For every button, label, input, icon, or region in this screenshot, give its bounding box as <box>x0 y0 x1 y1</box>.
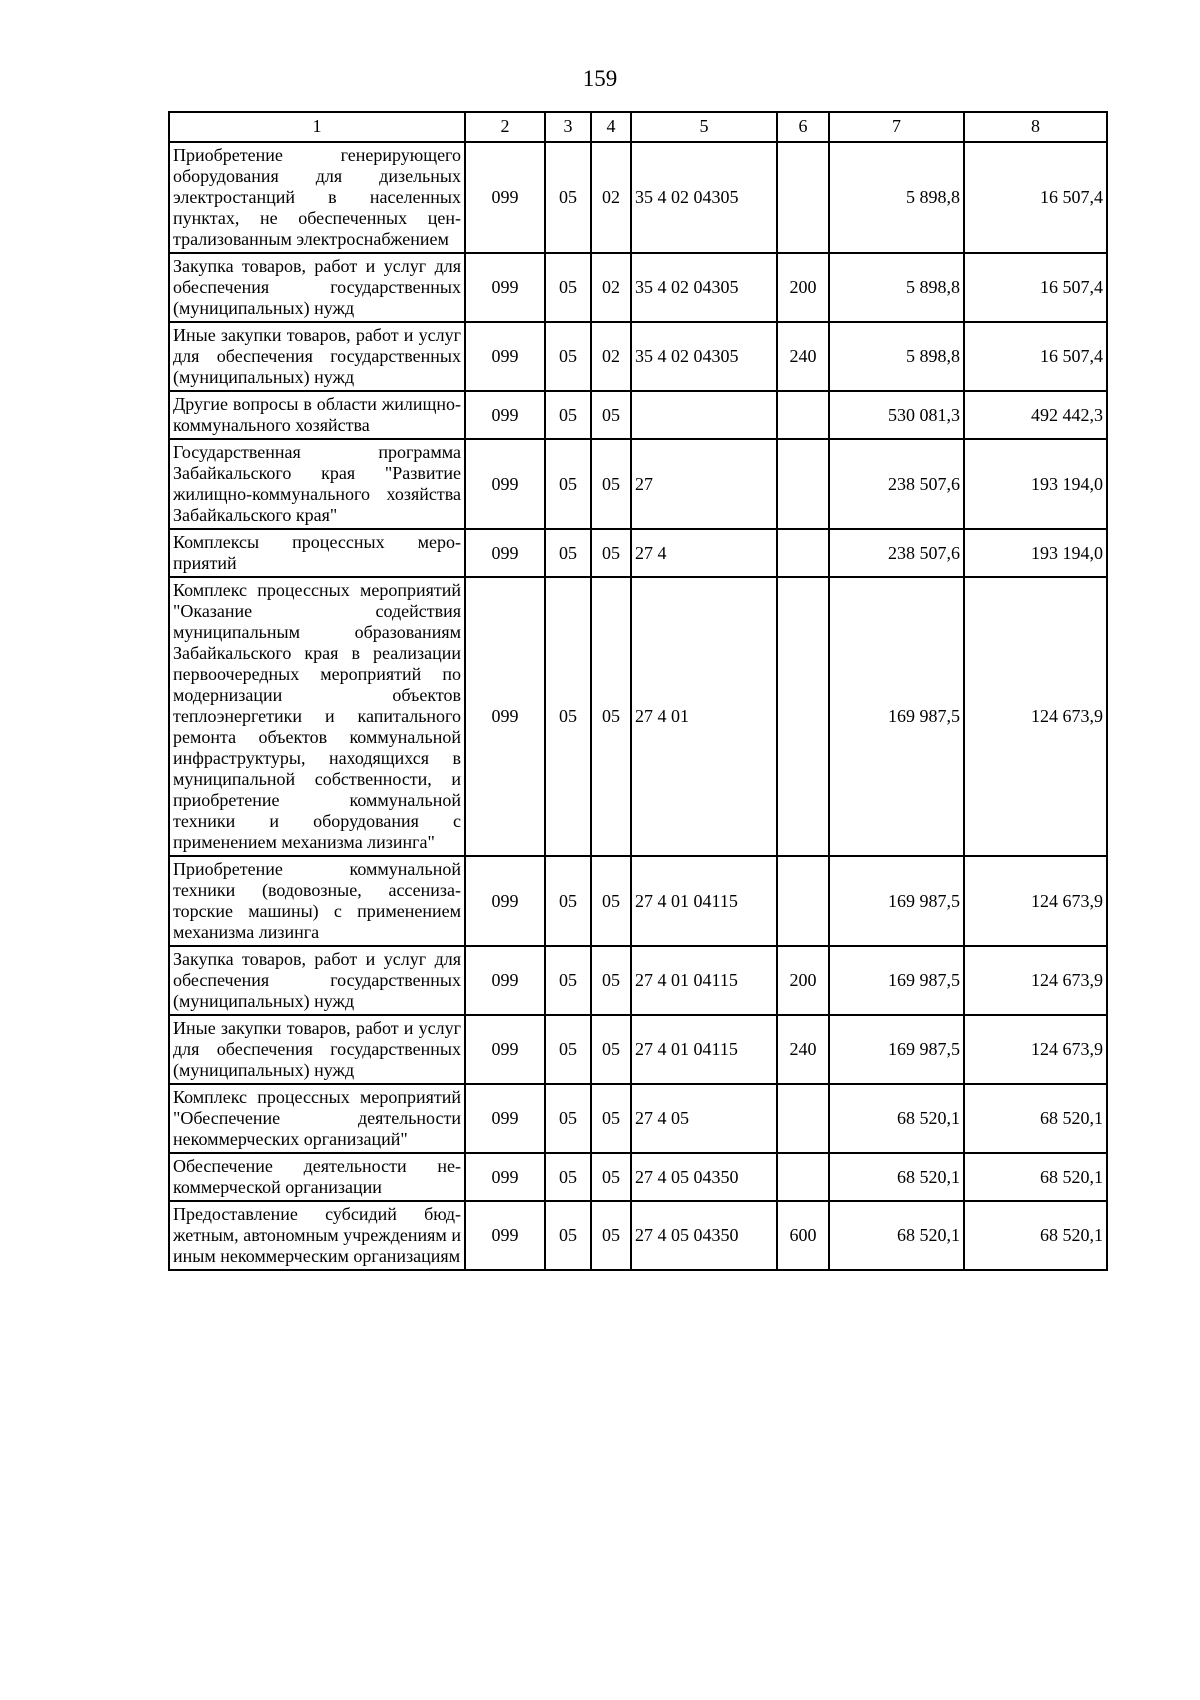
section-code-cell: 05 <box>545 439 591 529</box>
row-name-cell: Иные закупки товаров, работ и услуг для обеспечения государственных (муниципальных) нужд <box>169 322 465 391</box>
subsection-code-cell: 05 <box>591 439 631 529</box>
section-code-cell: 05 <box>545 1015 591 1084</box>
target-article-cell: 27 4 01 04115 <box>631 856 777 946</box>
header-cell: 5 <box>631 112 777 142</box>
section-code-cell: 05 <box>545 577 591 856</box>
amount-year1-cell: 68 520,1 <box>829 1084 964 1153</box>
amount-year1-cell: 238 507,6 <box>829 529 964 577</box>
amount-year1-cell: 169 987,5 <box>829 577 964 856</box>
subsection-code-cell: 02 <box>591 322 631 391</box>
subsection-code-cell: 05 <box>591 946 631 1015</box>
target-article-cell: 35 4 02 04305 <box>631 253 777 322</box>
ministry-code-cell: 099 <box>465 946 545 1015</box>
expense-type-cell <box>777 142 829 253</box>
table-row <box>169 439 1107 529</box>
subsection-code-cell: 05 <box>591 1084 631 1153</box>
table-row <box>169 856 1107 946</box>
amount-year2-cell: 193 194,0 <box>964 529 1107 577</box>
amount-year2-cell: 16 507,4 <box>964 253 1107 322</box>
section-code-cell: 05 <box>545 1153 591 1201</box>
table-row <box>169 142 1107 253</box>
header-cell: 2 <box>465 112 545 142</box>
target-article-cell: 27 4 05 <box>631 1084 777 1153</box>
section-code-cell: 05 <box>545 391 591 439</box>
row-name-cell: Закупка товаров, работ и услуг для обеспечения государственных (муниципальных) нужд <box>169 253 465 322</box>
row-name-cell: Приобретение генерирующего оборудования для дизельных электростанций в населенных пунктах, не обеспеченных централизованным электроснабжением <box>169 142 465 253</box>
header-cell: 1 <box>169 112 465 142</box>
row-name-cell: Другие вопросы в области жилищно-коммунального хозяйства <box>169 391 465 439</box>
target-article-cell: 27 4 <box>631 529 777 577</box>
target-article-cell: 27 <box>631 439 777 529</box>
header-cell: 6 <box>777 112 829 142</box>
ministry-code-cell: 099 <box>465 322 545 391</box>
amount-year1-cell: 169 987,5 <box>829 1015 964 1084</box>
expense-type-cell: 600 <box>777 1201 829 1270</box>
expense-type-cell <box>777 1153 829 1201</box>
table-row <box>169 391 1107 439</box>
row-name-cell: Предоставление субсидий бюджетным, автономным учреждениям и иным некоммерческим организациям <box>169 1201 465 1270</box>
ministry-code-cell: 099 <box>465 1153 545 1201</box>
amount-year1-cell: 169 987,5 <box>829 856 964 946</box>
expense-type-cell: 240 <box>777 322 829 391</box>
subsection-code-cell: 05 <box>591 1153 631 1201</box>
budget-table <box>168 111 1108 1271</box>
subsection-code-cell: 05 <box>591 856 631 946</box>
amount-year2-cell: 124 673,9 <box>964 1015 1107 1084</box>
ministry-code-cell: 099 <box>465 391 545 439</box>
amount-year2-cell: 16 507,4 <box>964 322 1107 391</box>
subsection-code-cell: 05 <box>591 577 631 856</box>
amount-year2-cell: 124 673,9 <box>964 577 1107 856</box>
amount-year2-cell: 68 520,1 <box>964 1153 1107 1201</box>
row-name-cell: Комплекс процессных мероприятий "Оказание содействия муниципальным образованиям Забайкальского края в реализации первоочередных мероприятий по модернизации объектов теплоэнергетики и капитального ремонта объектов коммунальной инфраструктуры, находящихся в муниципальной собственности, и приобретение коммунальной техники и оборудования с применением механизма лизинга" <box>169 577 465 856</box>
amount-year2-cell: 492 442,3 <box>964 391 1107 439</box>
amount-year1-cell: 530 081,3 <box>829 391 964 439</box>
expense-type-cell: 200 <box>777 253 829 322</box>
section-code-cell: 05 <box>545 946 591 1015</box>
ministry-code-cell: 099 <box>465 1084 545 1153</box>
expense-type-cell <box>777 577 829 856</box>
ministry-code-cell: 099 <box>465 142 545 253</box>
expense-type-cell <box>777 439 829 529</box>
target-article-cell: 27 4 05 04350 <box>631 1201 777 1270</box>
row-name-cell: Государственная программа Забайкальского края "Развитие жилищно-коммунального хозяйства Забайкальского края" <box>169 439 465 529</box>
amount-year2-cell: 68 520,1 <box>964 1201 1107 1270</box>
header-cell: 7 <box>829 112 964 142</box>
expense-type-cell <box>777 856 829 946</box>
amount-year2-cell: 124 673,9 <box>964 946 1107 1015</box>
row-name-cell: Обеспечение деятельности некоммерческой организации <box>169 1153 465 1201</box>
target-article-cell: 35 4 02 04305 <box>631 322 777 391</box>
amount-year1-cell: 68 520,1 <box>829 1201 964 1270</box>
section-code-cell: 05 <box>545 856 591 946</box>
row-name-cell: Комплекс процессных мероприятий "Обеспечение деятельности некоммерческих организаций" <box>169 1084 465 1153</box>
ministry-code-cell: 099 <box>465 529 545 577</box>
amount-year1-cell: 5 898,8 <box>829 142 964 253</box>
section-code-cell: 05 <box>545 1084 591 1153</box>
table-row <box>169 1084 1107 1153</box>
subsection-code-cell: 05 <box>591 529 631 577</box>
expense-type-cell: 200 <box>777 946 829 1015</box>
row-name-cell: Комплексы процессных мероприятий <box>169 529 465 577</box>
amount-year1-cell: 68 520,1 <box>829 1153 964 1201</box>
expense-type-cell <box>777 391 829 439</box>
target-article-cell: 27 4 01 <box>631 577 777 856</box>
ministry-code-cell: 099 <box>465 1015 545 1084</box>
table-row <box>169 253 1107 322</box>
subsection-code-cell: 05 <box>591 1015 631 1084</box>
target-article-cell: 27 4 01 04115 <box>631 1015 777 1084</box>
amount-year1-cell: 169 987,5 <box>829 946 964 1015</box>
table-row <box>169 1153 1107 1201</box>
row-name-cell: Иные закупки товаров, работ и услуг для обеспечения государственных (муниципальных) нужд <box>169 1015 465 1084</box>
table-row <box>169 1201 1107 1270</box>
table-header-row <box>169 112 1107 142</box>
row-name-cell: Приобретение коммунальной техники (водовозные, ассенизаторские машины) с применением механизма лизинга <box>169 856 465 946</box>
header-cell: 3 <box>545 112 591 142</box>
target-article-cell: 35 4 02 04305 <box>631 142 777 253</box>
section-code-cell: 05 <box>545 1201 591 1270</box>
table-row <box>169 946 1107 1015</box>
target-article-cell: 27 4 01 04115 <box>631 946 777 1015</box>
table-row <box>169 1015 1107 1084</box>
expense-type-cell <box>777 529 829 577</box>
ministry-code-cell: 099 <box>465 1201 545 1270</box>
ministry-code-cell: 099 <box>465 439 545 529</box>
target-article-cell: 27 4 05 04350 <box>631 1153 777 1201</box>
subsection-code-cell: 05 <box>591 391 631 439</box>
section-code-cell: 05 <box>545 142 591 253</box>
subsection-code-cell: 02 <box>591 142 631 253</box>
table-row <box>169 529 1107 577</box>
header-cell: 8 <box>964 112 1107 142</box>
target-article-cell <box>631 391 777 439</box>
ministry-code-cell: 099 <box>465 577 545 856</box>
subsection-code-cell: 02 <box>591 253 631 322</box>
page-number: 159 <box>582 66 618 91</box>
amount-year1-cell: 5 898,8 <box>829 253 964 322</box>
row-name-cell: Закупка товаров, работ и услуг для обеспечения государственных (муниципальных) нужд <box>169 946 465 1015</box>
section-code-cell: 05 <box>545 322 591 391</box>
expense-type-cell: 240 <box>777 1015 829 1084</box>
amount-year2-cell: 68 520,1 <box>964 1084 1107 1153</box>
section-code-cell: 05 <box>545 529 591 577</box>
amount-year2-cell: 16 507,4 <box>964 142 1107 253</box>
amount-year2-cell: 193 194,0 <box>964 439 1107 529</box>
subsection-code-cell: 05 <box>591 1201 631 1270</box>
table-row <box>169 322 1107 391</box>
table-row <box>169 577 1107 856</box>
amount-year2-cell: 124 673,9 <box>964 856 1107 946</box>
expense-type-cell <box>777 1084 829 1153</box>
section-code-cell: 05 <box>545 253 591 322</box>
amount-year1-cell: 238 507,6 <box>829 439 964 529</box>
ministry-code-cell: 099 <box>465 856 545 946</box>
header-cell: 4 <box>591 112 631 142</box>
amount-year1-cell: 5 898,8 <box>829 322 964 391</box>
ministry-code-cell: 099 <box>465 253 545 322</box>
